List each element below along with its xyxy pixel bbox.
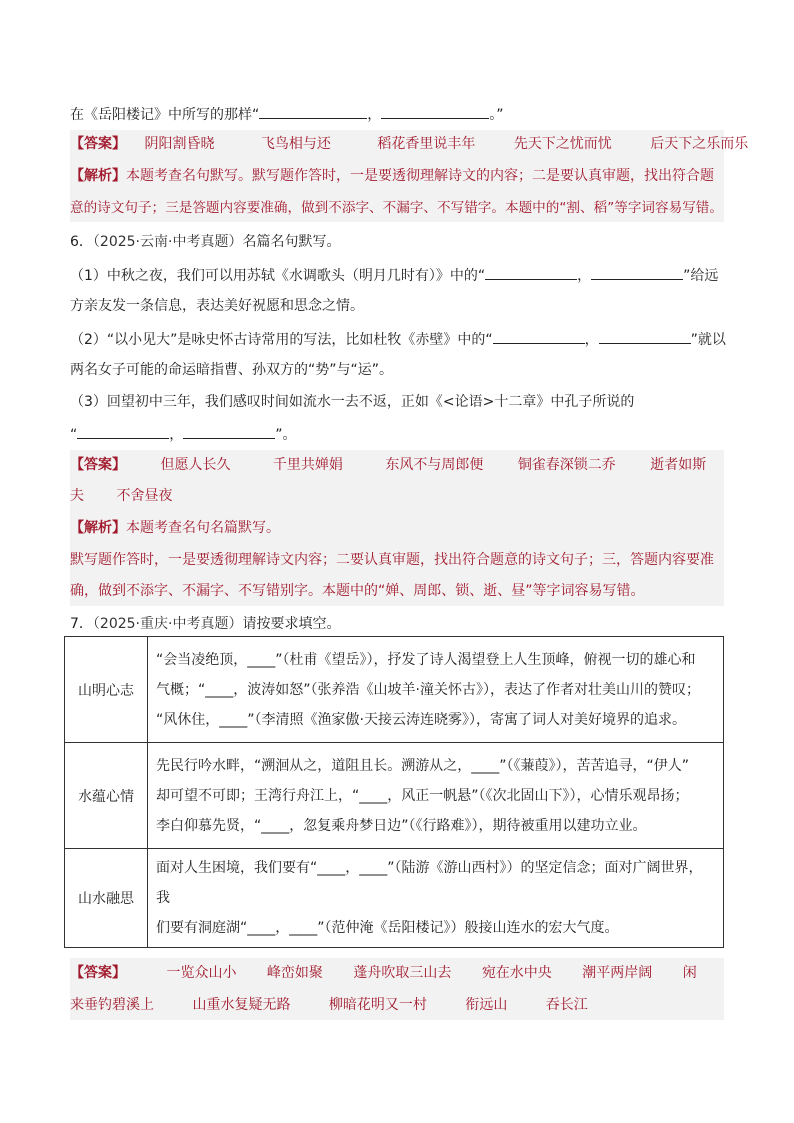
answer-blank <box>381 104 489 119</box>
q5-suffix: 。” <box>489 107 504 123</box>
answer-blank <box>77 424 169 439</box>
q6-part2-line1 <box>70 329 726 350</box>
table-row <box>65 849 724 948</box>
row-line: 面对人生困境，我们要有“____，____”（陆游《游山西村》）的坚定信念；面对广阔世界，我 <box>156 860 703 906</box>
analysis-text: 本题考查名句名篇默写。 <box>126 520 280 536</box>
row-line: 先民行吟水畔，“溯洄从之，道阻且长。溯游从之，____”（《蒹葭》），苦苦追寻，“伊人” <box>156 757 690 774</box>
row-heading: 山明心志 <box>65 637 148 743</box>
row-line: “风休住，____”（李清照《渔家傲·天接云涛连晓雾》），寄寓了词人对美好境界的追求。 <box>156 711 686 728</box>
analysis-label: 【解析】 <box>70 168 126 184</box>
question-stem: 名篇名句默写。 <box>242 234 341 250</box>
q6-part3-line2 <box>70 424 297 445</box>
answer-blank <box>183 424 275 439</box>
part-text: ”给远 <box>683 268 719 284</box>
answer-blank <box>259 104 367 119</box>
q7-header <box>70 614 340 634</box>
q7-table <box>64 636 724 948</box>
answer-item: 衔远山 <box>465 997 508 1013</box>
answer-item: 不舍昼夜 <box>116 488 173 504</box>
answer-item: 夫 <box>70 488 84 504</box>
part-text: （1）中秋之夜，我们可以用苏轼《水调歌头（明月几时有）》中的“ <box>70 268 486 284</box>
answer-item: 阴阳割昏晓 <box>144 136 215 152</box>
row-content <box>148 849 724 948</box>
quote-open: “ <box>70 427 78 443</box>
q7-answer-line-1 <box>70 963 697 983</box>
answer-item: 来垂钓碧溪上 <box>70 997 154 1013</box>
part-text: （2）“以小见大”是咏史怀古诗常用的写法，比如杜牧《赤壁》中的“ <box>70 332 493 348</box>
answer-item: 飞鸟相与还 <box>260 136 331 152</box>
separator: ， <box>367 107 382 123</box>
row-line: 们要有洞庭湖“____，____”（范仲淹《岳阳楼记》）般接山连水的宏大气度。 <box>156 920 619 936</box>
answer-blank <box>599 329 691 344</box>
q5-fill-line <box>70 104 504 125</box>
answer-label: 【答案】 <box>70 457 126 473</box>
answer-blank <box>493 329 585 344</box>
question-number: 7． <box>70 616 93 632</box>
answer-item: 宛在水中央 <box>481 965 552 981</box>
answer-item: 柳暗花明又一村 <box>328 997 427 1013</box>
q6-analysis-line-1: 默写题作答时，一是要透彻理解诗文内容；二要认真审题，找出符合题意的诗文句子；三，答题内容要准 <box>70 552 714 568</box>
q5-prefix: 在《岳阳楼记》中所写的那样“ <box>70 107 260 123</box>
question-number: 6． <box>70 234 93 250</box>
quote-close: ”。 <box>275 427 297 443</box>
q6-analysis-head <box>70 518 280 538</box>
answer-item: 吞长江 <box>545 997 588 1013</box>
part-text: ”就以 <box>690 332 726 348</box>
answer-item: 逝者如斯 <box>650 457 707 473</box>
answer-item: 千里共婵娟 <box>272 457 343 473</box>
row-line: 却可望不可即；王湾行舟江上，“____，风正一帆悬”（《次北固山下》），心情乐观昂扬； <box>156 787 689 804</box>
answer-item: 闲 <box>682 965 697 981</box>
row-heading: 水蕴心情 <box>65 743 148 849</box>
answer-item: 先天下之忧而忧 <box>513 136 612 152</box>
answer-item: 峰峦如聚 <box>266 965 323 981</box>
answer-item: 东风不与周郎便 <box>385 457 484 473</box>
answer-blank <box>591 265 683 280</box>
row-line: “会当凌绝顶，____”（杜甫《望岳》），抒发了诗人渴望登上人生顶峰，俯视一切的雄心和 <box>156 651 696 668</box>
answer-item: 铜雀春深锁二乔 <box>517 457 616 473</box>
q5-analysis-line-2: 意的诗文句子；三是答题内容要准确，做到不添字、不漏字、不写错字。本题中的“割、稻”等字词容易写错。 <box>70 200 723 216</box>
q5-analysis-line-1 <box>70 166 714 186</box>
question-source: （2025·云南·中考真题） <box>92 234 243 250</box>
separator: ， <box>577 268 592 284</box>
row-heading: 山水融思 <box>65 849 148 948</box>
analysis-label: 【解析】 <box>70 520 126 536</box>
q6-part3-line1: （3）回望初中三年，我们感叹时间如流水一去不返，正如《<论语>十二章》中孔子所说的 <box>70 394 635 410</box>
answer-item: 一览众山小 <box>166 965 237 981</box>
row-line: 李白仰慕先贤，“____，忽复乘舟梦日边”（《行路难》），期待被重用以建功立业。 <box>156 817 647 834</box>
analysis-text: 本题考查名句默写。默写题作答时，一是要透彻理解诗文的内容；二是要认真审题，找出符合题 <box>126 168 714 184</box>
question-source: （2025·重庆·中考真题） <box>92 616 243 632</box>
answer-blank <box>485 265 577 280</box>
table-row <box>65 637 724 743</box>
answer-item: 但愿人长久 <box>160 457 231 473</box>
answer-item: 稻花香里说丰年 <box>377 136 476 152</box>
separator: ， <box>584 332 599 348</box>
answer-item: 后天下之乐而乐 <box>650 136 749 152</box>
q5-answer-line <box>70 134 748 154</box>
table-row <box>65 743 724 849</box>
q6-part1-line1 <box>70 265 718 286</box>
answer-label: 【答案】 <box>70 965 126 981</box>
answer-item: 山重水复疑无路 <box>192 997 291 1013</box>
q6-answer-line-2 <box>70 486 172 506</box>
q7-answer-line-2 <box>70 995 588 1015</box>
answer-item: 潮平两岸阔 <box>582 965 653 981</box>
q6-part1-line2: 方亲友发一条信息，表达美好祝愿和思念之情。 <box>70 298 364 314</box>
question-stem: 请按要求填空。 <box>242 616 341 632</box>
answer-label: 【答案】 <box>70 136 126 152</box>
separator: ， <box>169 427 184 443</box>
q6-analysis-line-2: 确，做到不添字、不漏字、不写错别字。本题中的“婵、周郎、锁、逝、昼”等字词容易写错。 <box>70 583 645 599</box>
row-content <box>148 637 724 743</box>
row-content <box>148 743 724 849</box>
answer-item: 蓬舟吹取三山去 <box>353 965 452 981</box>
row-line: 气概；“____，波涛如怒”（张养浩《山坡羊·潼关怀古》），表达了作者对壮美山川的赞叹； <box>156 681 700 698</box>
q6-part2-line2: 两名女子可能的命运暗指曹、孙双方的“势”与“运”。 <box>70 362 394 378</box>
q6-header <box>70 232 340 252</box>
q6-answer-line-1 <box>70 455 706 475</box>
